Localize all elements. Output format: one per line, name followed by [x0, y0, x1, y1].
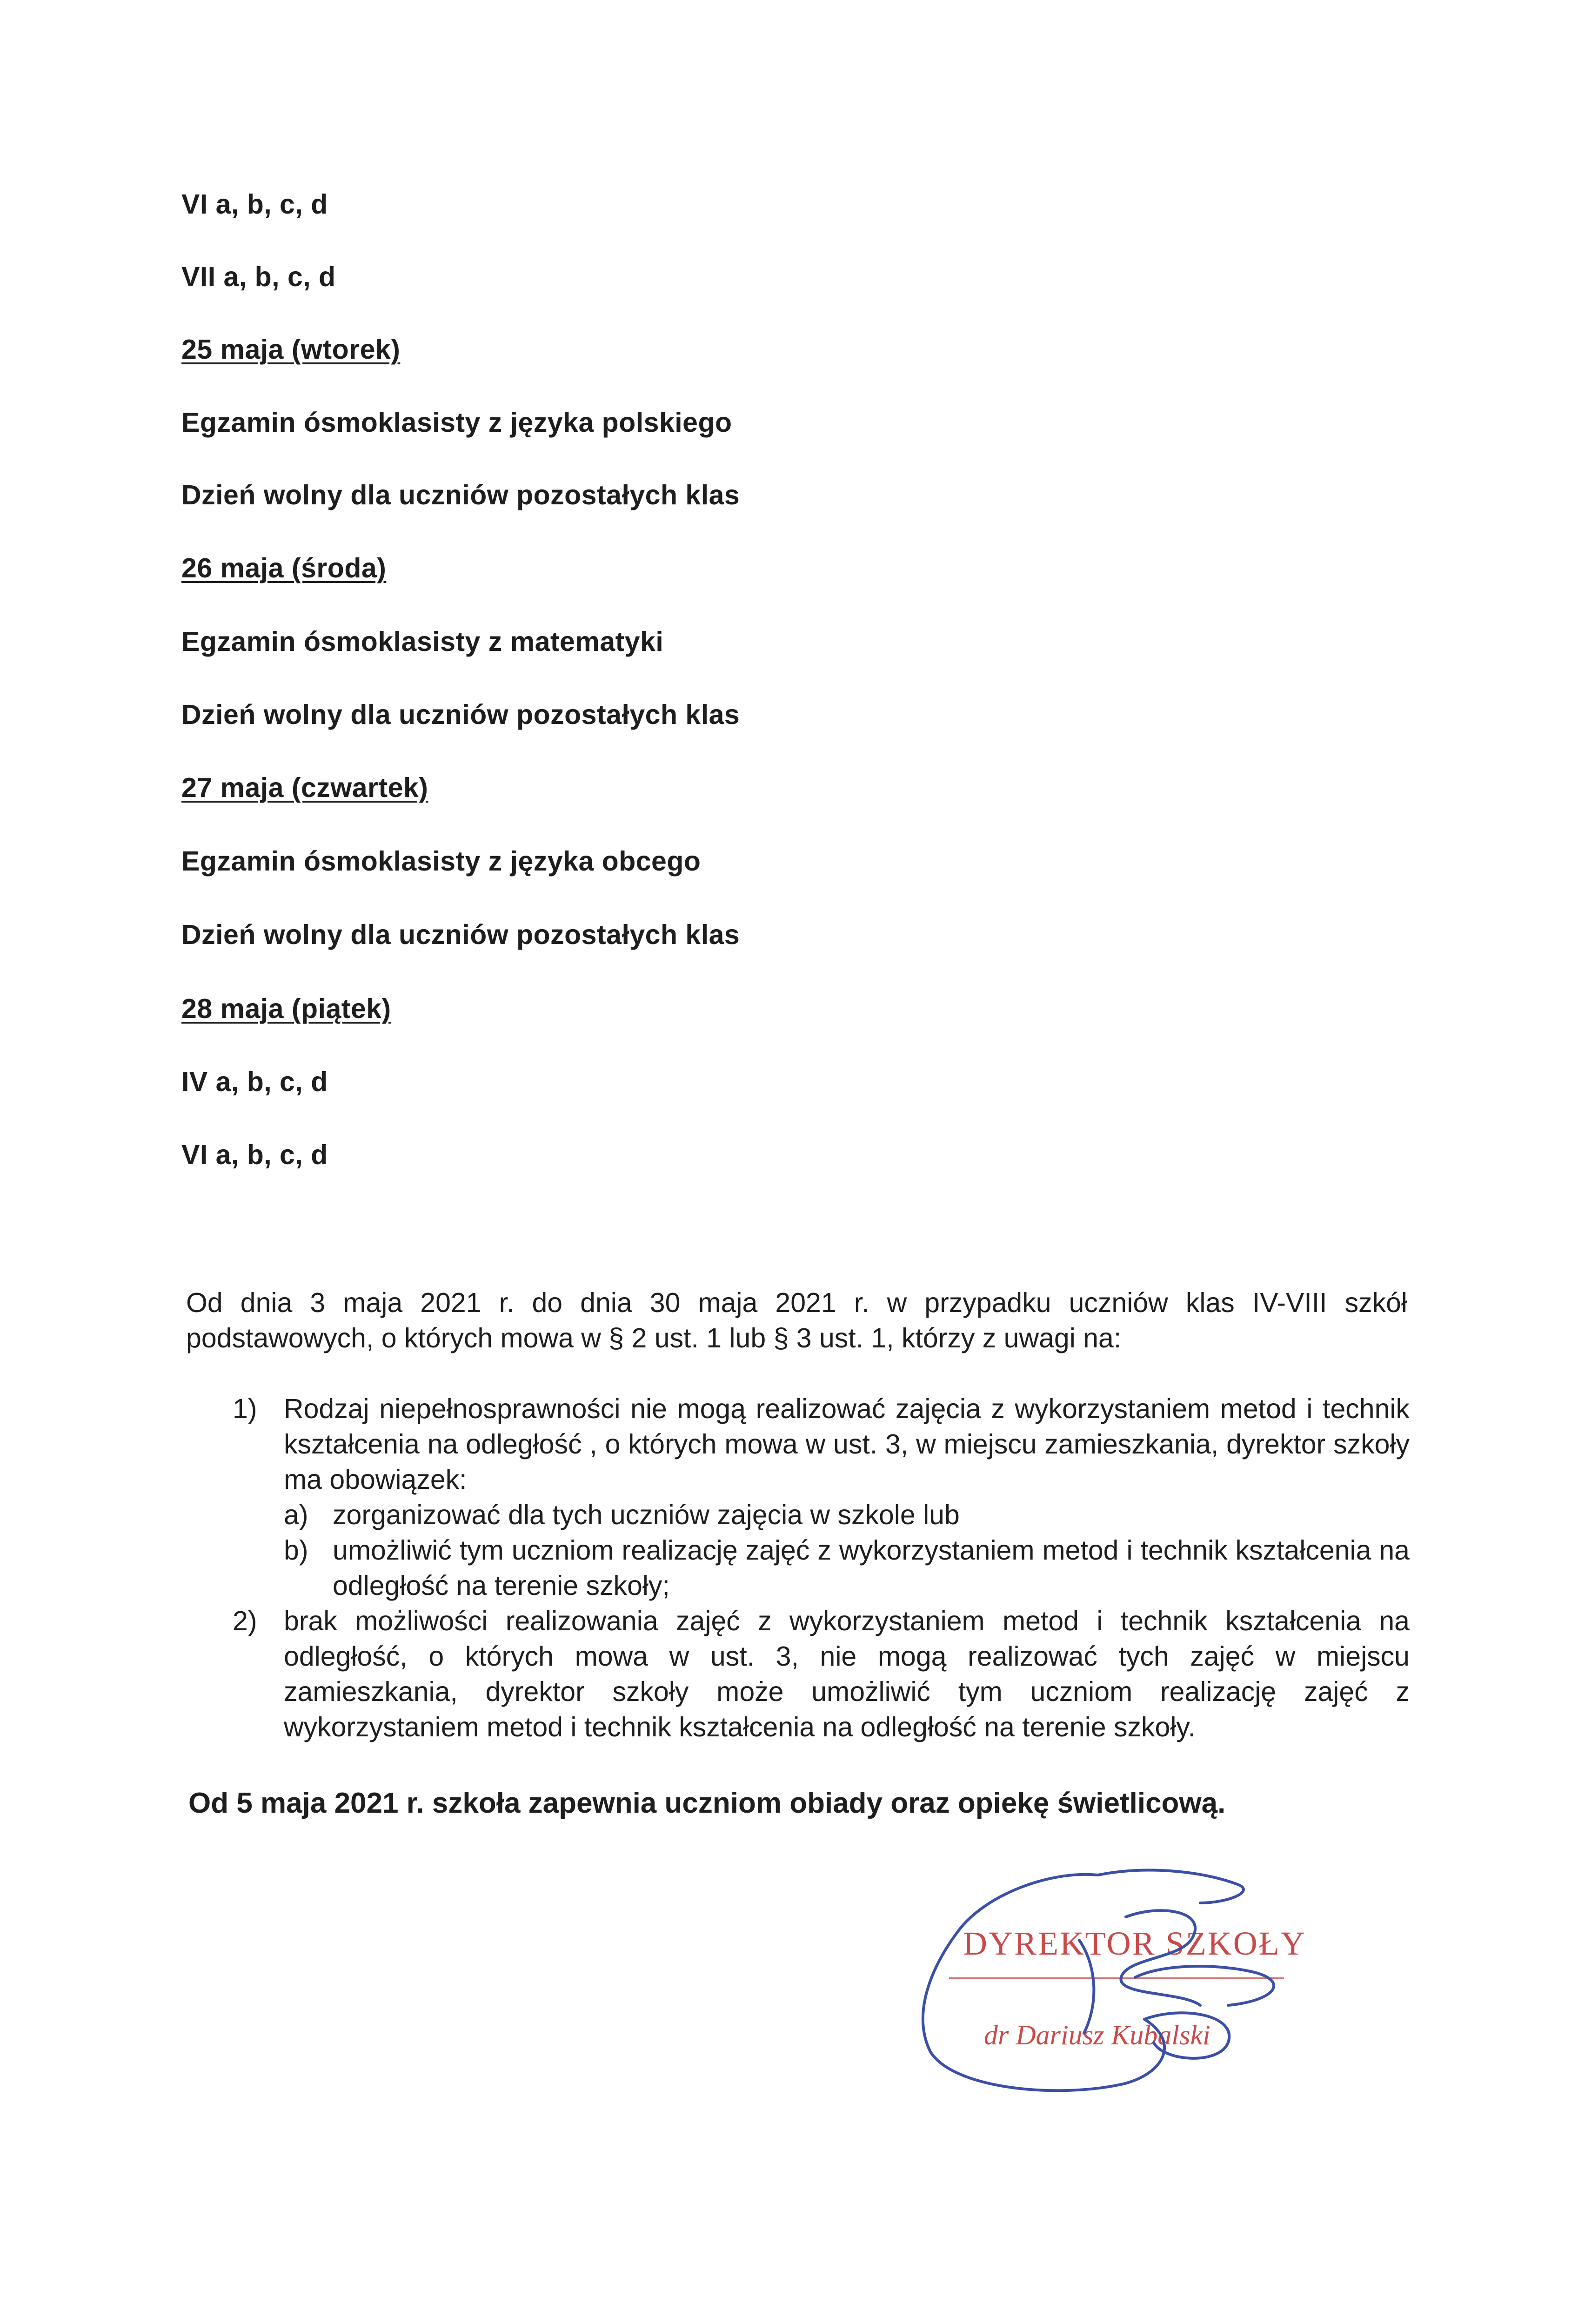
handwritten-signature — [903, 1866, 1321, 2108]
event-line: Dzień wolny dla uczniów pozostałych klas — [181, 919, 740, 950]
classes-line: VII a, b, c, d — [181, 261, 336, 292]
stamp-title: DYREKTOR SZKOŁY — [963, 1925, 1306, 1962]
sub-list — [284, 1497, 1410, 1603]
event-line: Egzamin ósmoklasisty z języka obcego — [181, 846, 701, 877]
event-line: Egzamin ósmoklasisty z języka polskiego — [181, 407, 732, 438]
date-heading: 28 maja (piątek) — [181, 993, 391, 1024]
list-item-text: brak możliwości realizowania zajęć z wykorzystaniem metod i technik kształcenia na odległość, o których mowa w ust. 3, nie mogą realizować tych zajęć w miejscu zamieszkania, dyrektor szkoły może umożliwić tym uczniom realizację zajęć z wykorzystaniem metod i technik kształcenia na odległość na terenie szkoły. — [284, 1606, 1410, 1742]
sub-list-item — [284, 1497, 1410, 1533]
intro-paragraph: Od dnia 3 maja 2021 r. do dnia 30 maja 2021 r. w przypadku uczniów klas IV-VIII szkół podstawowych, o których mowa w § 2 ust. 1 lub § 3 ust. 1, którzy z uwagi na: — [186, 1287, 1407, 1353]
sub-list-marker: a) — [284, 1500, 308, 1530]
date-heading: 27 maja (czwartek) — [181, 772, 428, 803]
list-marker: 2) — [233, 1606, 257, 1636]
classes-line: VI a, b, c, d — [181, 189, 328, 220]
event-line: Dzień wolny dla uczniów pozostałych klas — [181, 699, 740, 730]
event-line: Dzień wolny dla uczniów pozostałych klas — [181, 480, 740, 510]
sub-list-item — [284, 1533, 1410, 1603]
event-line: Egzamin ósmoklasisty z matematyki — [181, 626, 664, 657]
list-item-text: Rodzaj niepełnosprawności nie mogą realizować zajęcia z wykorzystaniem metod i technik kształcenia na odległość , o których mowa w ust. 3, w miejscu zamieszkania, dyrektor szkoły ma obowiązek: — [284, 1393, 1410, 1495]
sub-list-item-text: umożliwić tym uczniom realizację zajęć z wykorzystaniem metod i technik kształcenia na odległość na terenie szkoły; — [333, 1535, 1410, 1601]
classes-line: IV a, b, c, d — [181, 1066, 328, 1097]
stamp-name: dr Dariusz Kubalski — [984, 2020, 1210, 2050]
conditions-list — [228, 1391, 1410, 1745]
sub-list-item-text: zorganizować dla tych uczniów zajęcia w szkole lub — [333, 1500, 960, 1530]
list-item — [228, 1603, 1410, 1745]
classes-line: VI a, b, c, d — [181, 1139, 328, 1170]
sub-list-marker: b) — [284, 1535, 308, 1566]
closing-statement: Od 5 maja 2021 r. szkoła zapewnia uczniom obiady oraz opiekę świetlicową. — [188, 1787, 1226, 1819]
director-stamp — [903, 1866, 1321, 2108]
list-marker: 1) — [233, 1393, 257, 1424]
date-heading: 26 maja (środa) — [181, 553, 387, 583]
list-item — [228, 1391, 1410, 1603]
date-heading: 25 maja (wtorek) — [181, 334, 401, 365]
